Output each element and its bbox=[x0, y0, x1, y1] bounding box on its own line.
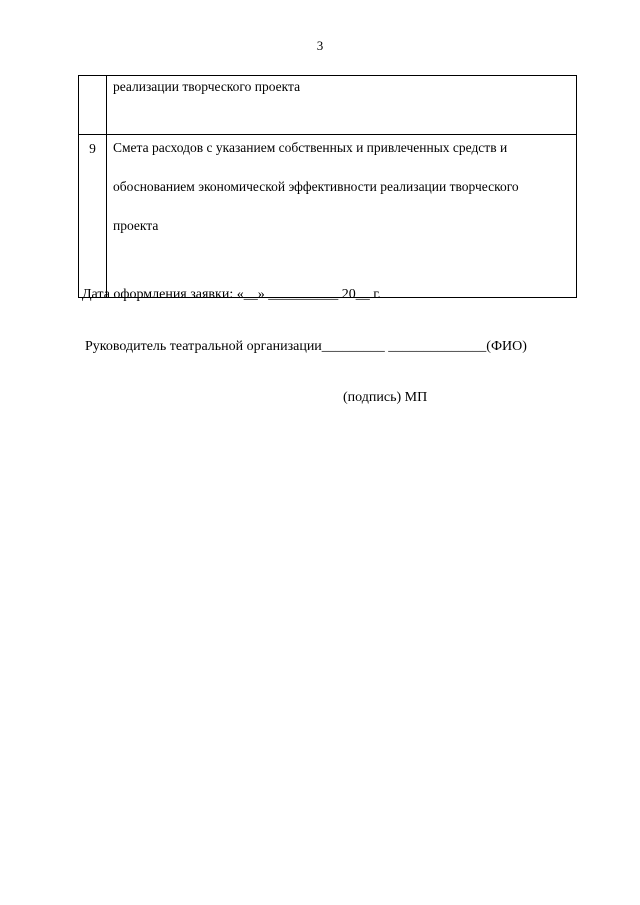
row-text-line: обоснованием экономической эффективности реализации творческого bbox=[113, 179, 519, 194]
signature-caption: (подпись) МП bbox=[343, 390, 428, 405]
row-number-cell bbox=[79, 76, 107, 135]
application-date-line: Дата оформления заявки: «__» __________ 20__ г. bbox=[82, 287, 381, 302]
page-number: 3 bbox=[316, 38, 324, 53]
table-row bbox=[79, 135, 577, 298]
row-text-cell bbox=[107, 135, 577, 298]
row-text-line: проекта bbox=[113, 218, 159, 233]
row-number-cell: 9 bbox=[79, 135, 107, 298]
application-table bbox=[78, 75, 577, 298]
head-signature-line: Руководитель театральной организации_________ ______________(ФИО) bbox=[85, 339, 527, 354]
row-text-line: реализации творческого проекта bbox=[113, 79, 301, 94]
row-text-line: Смета расходов с указанием собственных и привлеченных средств и bbox=[113, 140, 508, 155]
